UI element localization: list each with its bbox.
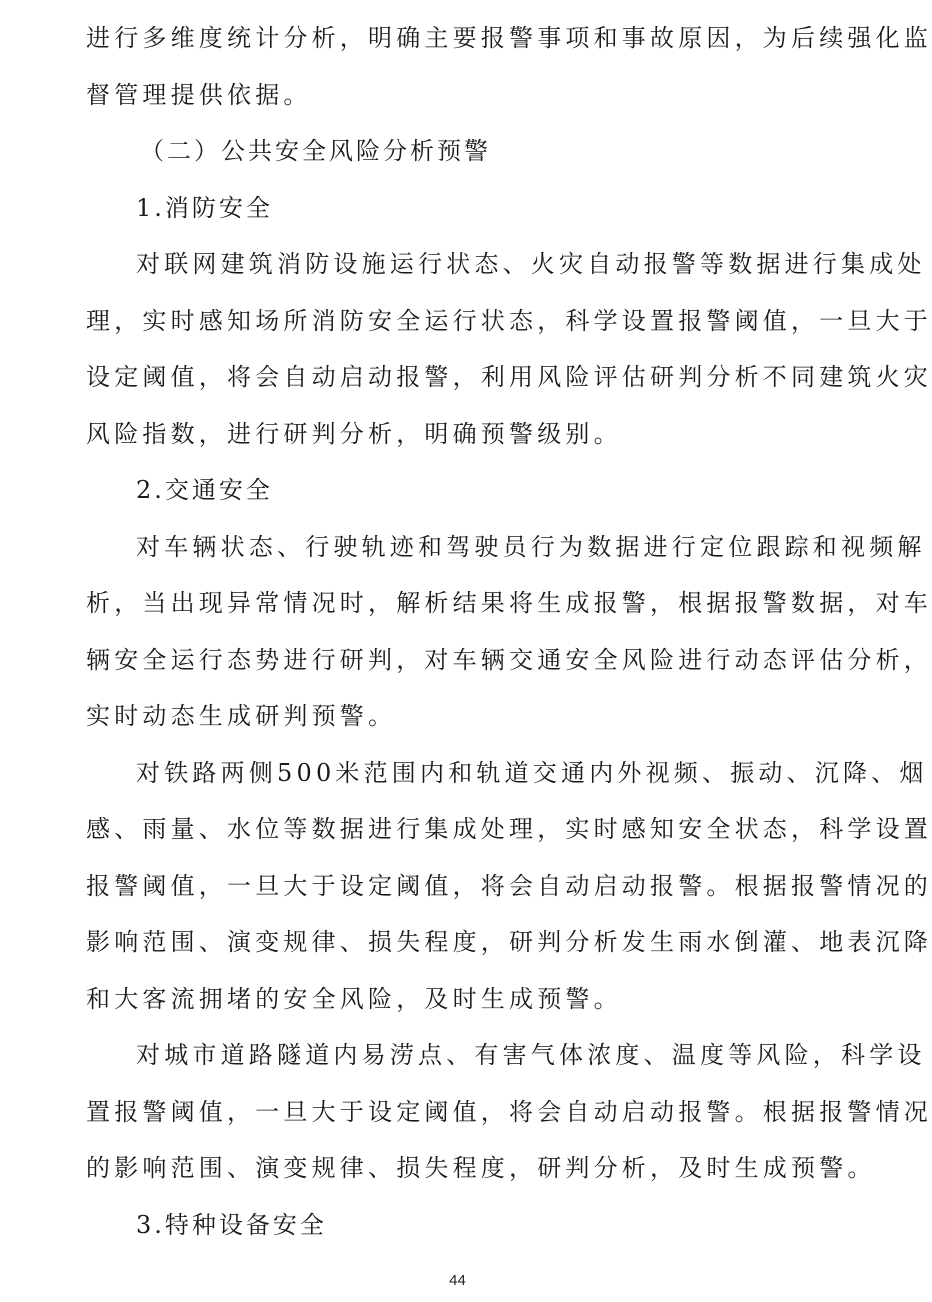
text-line: 置报警阈值，一旦大于设定阈值，将会自动启动报警。根据报警情况 xyxy=(86,1097,932,1126)
paragraph-fire-safety xyxy=(86,236,932,462)
text-line: 风险指数，进行研判分析，明确预警级别。 xyxy=(86,419,622,448)
text-line: 报警阈值，一旦大于设定阈值，将会自动启动报警。根据报警情况的 xyxy=(86,871,932,900)
section-heading: （二）公共安全风险分析预警 xyxy=(140,137,491,165)
text-line: 督管理提供依据。 xyxy=(86,80,312,109)
subsection-heading-traffic-safety: 2.交通安全 xyxy=(136,476,273,504)
text-line: 析，当出现异常情况时，解析结果将生成报警，根据报警数据，对车 xyxy=(86,589,932,617)
subsection-heading-fire-safety: 1.消防安全 xyxy=(136,193,273,222)
text-line: 影响范围、演变规律、损失程度，研判分析发生雨水倒灌、地表沉降 xyxy=(86,928,932,956)
page-number: 44 xyxy=(449,1272,466,1289)
text-line: 进行多维度统计分析，明确主要报警事项和事故原因，为后续强化监 xyxy=(86,24,932,52)
text-line: 的影响范围、演变规律、损失程度，研判分析，及时生成预警。 xyxy=(86,1154,876,1182)
text-line: 对城市道路隧道内易涝点、有害气体浓度、温度等风险，科学设 xyxy=(136,1041,926,1069)
subsection-heading-special-equipment: 3.特种设备安全 xyxy=(136,1210,327,1239)
paragraph-rail-safety xyxy=(86,745,932,1028)
text-line: 和大客流拥堵的安全风险，及时生成预警。 xyxy=(86,984,622,1013)
text-line: 对铁路两侧500米范围内和轨道交通内外视频、振动、沉降、烟 xyxy=(136,758,928,787)
text-line: 辆安全运行态势进行研判，对车辆交通安全风险进行动态评估分析， xyxy=(86,645,932,674)
text-line: 设定阈值，将会自动启动报警，利用风险评估研判分析不同建筑火灾 xyxy=(86,363,932,391)
document-body xyxy=(86,10,932,1253)
text-line: 对联网建筑消防设施运行状态、火灾自动报警等数据进行集成处 xyxy=(136,250,926,278)
text-line: 实时动态生成研判预警。 xyxy=(86,702,397,730)
text-line: 感、雨量、水位等数据进行集成处理，实时感知安全状态，科学设置 xyxy=(86,815,932,843)
paragraph-vehicle-safety xyxy=(86,519,932,745)
paragraph-tunnel-safety xyxy=(86,1027,932,1197)
paragraph-continuation xyxy=(86,10,932,123)
text-line: 理，实时感知场所消防安全运行状态，科学设置报警阈值，一旦大于 xyxy=(86,306,932,335)
text-line: 对车辆状态、行驶轨迹和驾驶员行为数据进行定位跟踪和视频解 xyxy=(136,532,926,561)
